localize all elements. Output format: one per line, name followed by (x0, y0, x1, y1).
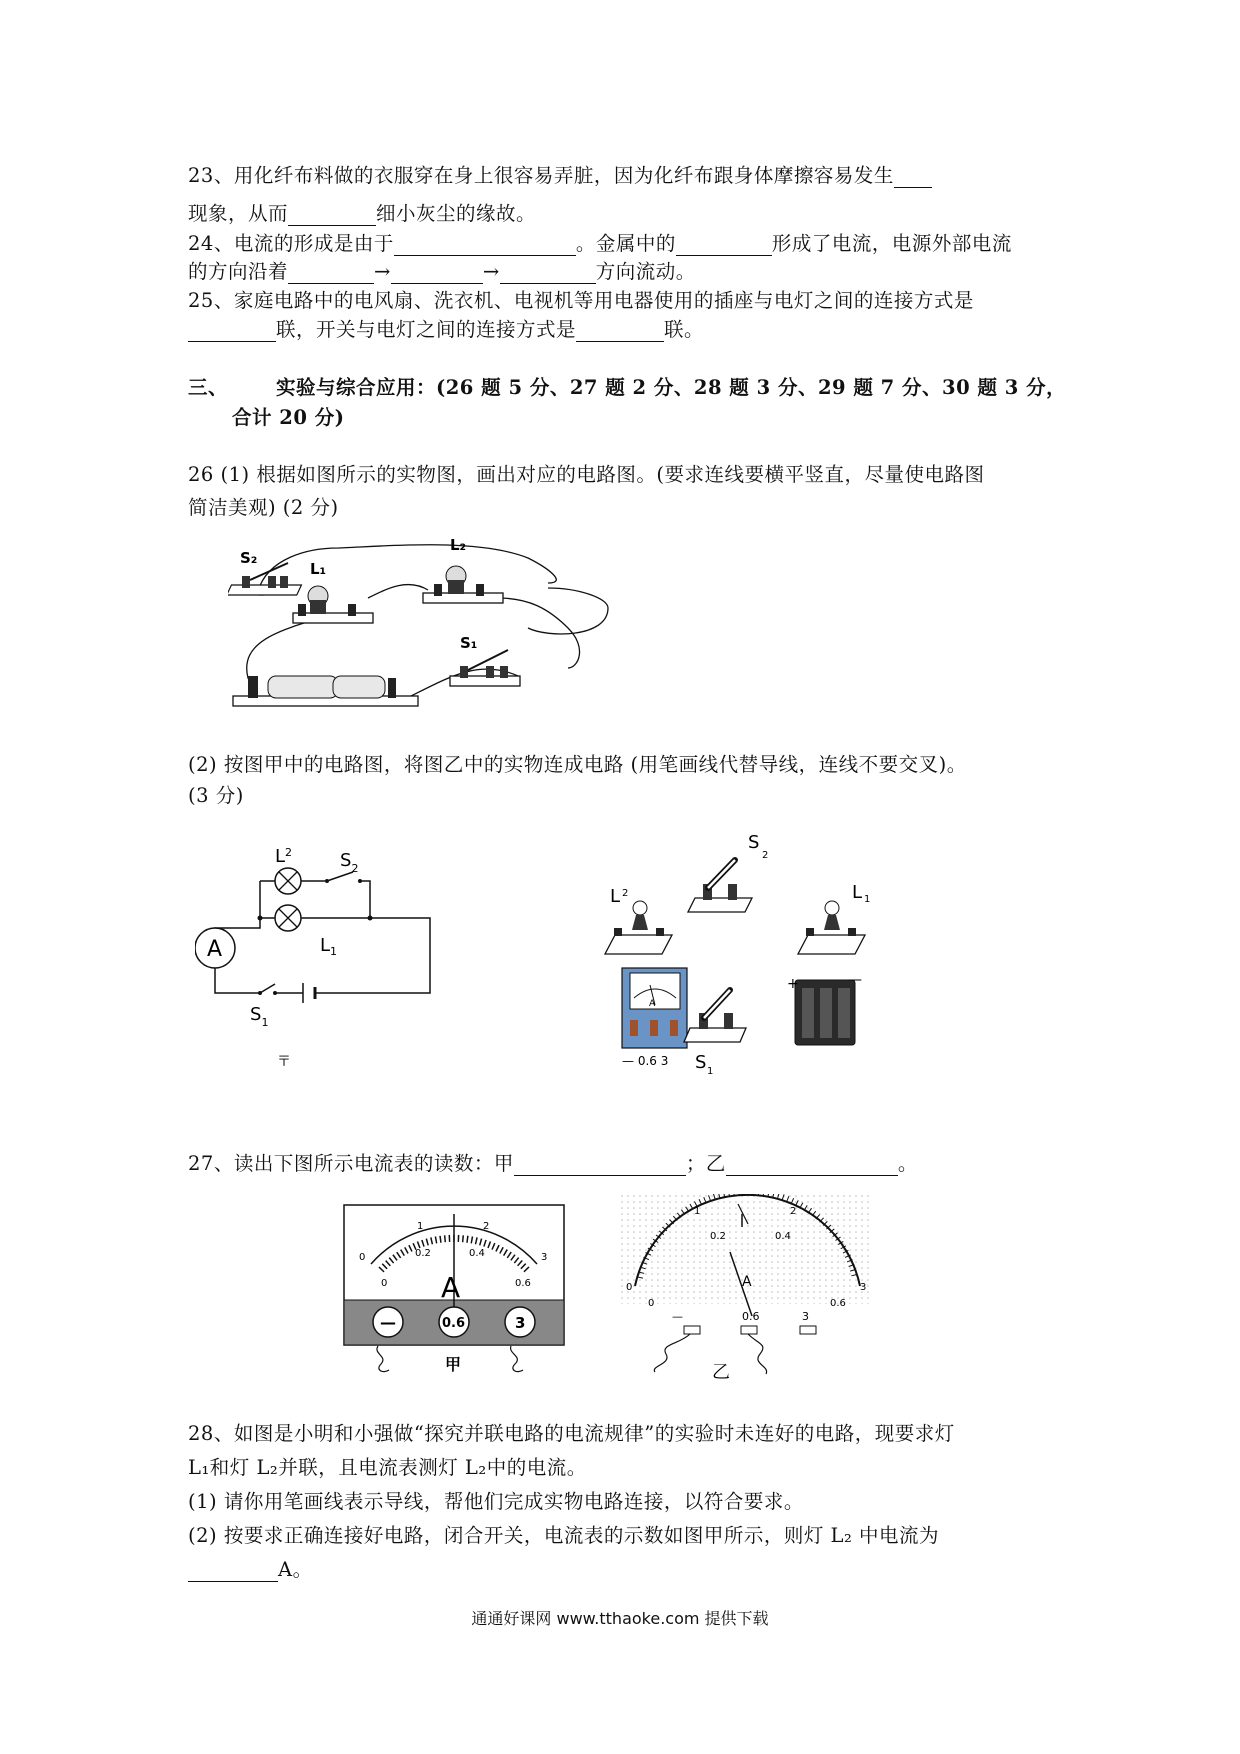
q24-text-1c: 形成了电流，电源外部电流 (771, 232, 1012, 255)
q26-schematic-figure (195, 848, 455, 1078)
q24-blank-5[interactable] (500, 265, 596, 284)
q28-text-3: (1) 请你用笔画线表示导线，帮他们完成实物电路连接，以符合要求。 (188, 1490, 804, 1513)
parts-ammeter-label: A (649, 999, 656, 1009)
section3-heading (188, 372, 1066, 400)
q26-text-2a: (2) 按图甲中的电路图，将图乙中的实物连成电路 (用笔画线代替导线，连线不要交叉)。 (188, 753, 967, 776)
q26-p1-line-1 (188, 459, 984, 487)
parts-label-s1: S (695, 1052, 707, 1073)
q23-text-2a: 现象，从而 (188, 202, 289, 225)
ammeter-yi (620, 1194, 870, 1384)
label-s1: S₁ (460, 634, 478, 652)
q28-line-1 (188, 1418, 955, 1446)
schematic-battery (303, 983, 315, 1003)
q26-p1-line-2 (188, 492, 339, 520)
parts-label-l1-sub: 1 (864, 894, 871, 905)
yi-outer-tick-0: 0 (626, 1282, 633, 1293)
jia-inner-tick-1: 0.2 (415, 1248, 431, 1259)
ammeter-jia (343, 1204, 565, 1380)
part-battery[interactable] (787, 972, 862, 1045)
arrow-icon: → (374, 260, 391, 283)
q24-text-2a: 的方向沿着 (188, 260, 289, 283)
label-s2: S₂ (240, 549, 258, 567)
yi-label: 乙 (712, 1362, 730, 1383)
schematic-label-s1: $S_1$ (250, 1004, 269, 1029)
q24-text-1b: 。金属中的 (575, 232, 676, 255)
jia-terminal-minus[interactable] (373, 1307, 403, 1337)
battery-plus-icon: + (787, 976, 799, 992)
q24-line-2 (188, 256, 696, 284)
jia-terminal-3[interactable] (505, 1307, 535, 1337)
q28-line-5 (188, 1554, 313, 1582)
section3-number: 三、 (188, 376, 229, 399)
part-ammeter[interactable] (622, 968, 687, 1068)
jia-terminal-3-label: 3 (515, 1314, 526, 1332)
section3-heading-2 (232, 402, 344, 430)
yi-terminal-minus-label: — (672, 1310, 683, 1323)
battery-holder[interactable] (233, 676, 418, 706)
part-lamp-l1[interactable] (798, 882, 870, 954)
schematic-lamp-l1 (275, 905, 301, 931)
q24-blank-1[interactable] (394, 237, 576, 256)
q26-physical-circuit-figure (228, 528, 628, 718)
q24-blank-4[interactable] (391, 265, 483, 284)
q27-line (188, 1148, 918, 1176)
q24-text-2c: 方向流动。 (595, 260, 696, 283)
yi-terminal-0-6[interactable] (741, 1326, 757, 1334)
schematic-lamp-l2 (275, 868, 301, 894)
jia-terminal-minus-label: — (380, 1313, 396, 1332)
jia-inner-tick-3: 0.6 (515, 1278, 531, 1289)
q27-text: 27、读出下图所示电流表的读数：甲 (188, 1152, 514, 1175)
parts-label-l2-sub: 2 (622, 888, 629, 899)
q26-text-1a: 26 (1) 根据如图所示的实物图，画出对应的电路图。(要求连线要横平竖直，尽量使电路图 (188, 463, 985, 486)
q23-blank-2[interactable] (288, 207, 376, 226)
jia-unit: A (441, 1271, 461, 1304)
yi-inner-tick-1: 0.2 (710, 1231, 726, 1242)
jia-terminal-0-6[interactable] (439, 1307, 469, 1337)
yi-unit: A (742, 1274, 752, 1290)
q26-text-1b: 简洁美观) (2 分) (188, 496, 339, 519)
schematic-switch-s1 (258, 984, 277, 995)
arrow-icon: → (482, 260, 500, 283)
q25-line-2 (188, 314, 704, 342)
schematic-ammeter (195, 928, 235, 968)
q27-separator: ；乙 (685, 1152, 726, 1175)
q24-blank-2[interactable] (676, 237, 772, 256)
q24-blank-3[interactable] (288, 265, 374, 284)
q28-line-3 (188, 1486, 804, 1514)
q28-line-4 (188, 1520, 939, 1548)
section3-title-2: 合计 20 分) (232, 406, 345, 429)
part-switch-s2[interactable] (688, 832, 768, 912)
yi-outer-tick-2: 2 (790, 1206, 797, 1217)
schematic-label-l2: $L^2$ (275, 848, 293, 867)
schematic-label-s2: $S_2$ (340, 850, 359, 875)
q27-end: 。 (897, 1152, 918, 1175)
yi-outer-tick-3: 3 (860, 1282, 867, 1293)
q25-line-1 (188, 285, 974, 313)
q25-blank-2[interactable] (576, 323, 664, 342)
jia-outer-tick-2: 2 (483, 1221, 490, 1232)
q24-line-1 (188, 228, 1012, 256)
q23-blank-1[interactable] (894, 169, 932, 188)
lamp-l2[interactable] (423, 566, 503, 603)
jia-inner-tick-0: 0 (381, 1278, 388, 1289)
schematic-mark: 〒 (277, 1054, 291, 1070)
q28-text-4: (2) 按要求正确连接好电路，闭合开关，电流表的示数如图甲所示，则灯 L₂ 中电流为 (188, 1524, 939, 1547)
q28-text-1: 28、如图是小明和小强做“探究并联电路的电流规律”的实验时未连好的电路，现要求灯 (188, 1422, 955, 1445)
q25-text-2b: 联。 (664, 318, 705, 341)
q25-text-2a: 联，开关与电灯之间的连接方式是 (276, 318, 577, 341)
schematic-label-l1: $L_1$ (320, 935, 338, 958)
q25-text-1: 25、家庭电路中的电风扇、洗衣机、电视机等用电器使用的插座与电灯之间的连接方式是 (188, 289, 974, 312)
q23-text-2b: 细小灰尘的缘故。 (376, 202, 537, 225)
parts-label-s2: S (748, 832, 760, 853)
yi-outer-tick-1: 1 (694, 1206, 701, 1217)
jia-outer-tick-1: 1 (417, 1221, 424, 1232)
jia-outer-tick-0: 0 (359, 1252, 366, 1263)
yi-terminal-3-label: 3 (802, 1310, 809, 1323)
page-footer: 通通好课网 www.tthaoke.com 提供下载 (471, 1609, 769, 1628)
q27-blank-yi[interactable] (726, 1157, 898, 1176)
q28-text-5: A。 (278, 1558, 313, 1581)
q24-text-1a: 24、电流的形成是由于 (188, 232, 394, 255)
yi-inner-tick-0: 0 (648, 1298, 655, 1309)
part-switch-s1[interactable] (684, 990, 746, 1077)
q27-blank-jia[interactable] (514, 1157, 686, 1176)
label-l1: L₁ (310, 560, 327, 578)
section3-title: 实验与综合应用：(26 题 5 分、27 题 2 分、28 题 3 分、29 题 7 分、30 题 3 分， (276, 376, 1067, 399)
switch-s1[interactable] (450, 650, 520, 686)
q25-blank-1[interactable] (188, 323, 276, 342)
parts-ammeter-terminals: — 0.6 3 (622, 1054, 669, 1068)
jia-inner-tick-2: 0.4 (469, 1248, 485, 1259)
q26-parts-figure (600, 820, 980, 1080)
jia-terminal-06-label: 0.6 (442, 1316, 466, 1331)
yi-terminal-minus[interactable] (684, 1326, 700, 1334)
q23-line-1 (188, 160, 932, 188)
q23-line-2 (188, 198, 536, 226)
q28-blank[interactable] (188, 1563, 278, 1582)
yi-terminal-06-label: 0.6 (742, 1310, 760, 1323)
yi-terminal-3[interactable] (800, 1326, 816, 1334)
yi-inner-tick-2: 0.4 (775, 1231, 791, 1242)
battery-minus-icon: — (848, 972, 862, 988)
part-lamp-l2[interactable] (605, 886, 672, 954)
parts-label-l2: L (610, 886, 621, 907)
switch-s2[interactable] (228, 563, 301, 595)
q28-text-2: L₁和灯 L₂并联，且电流表测灯 L₂中的电流。 (188, 1456, 587, 1479)
lamp-l1[interactable] (293, 586, 373, 623)
jia-outer-tick-3: 3 (541, 1252, 548, 1263)
q26-text-2b: (3 分) (188, 784, 244, 807)
schematic-ammeter-label: A (207, 937, 223, 962)
q23-text: 23、用化纤布料做的衣服穿在身上很容易弄脏，因为化纤布跟身体摩擦容易发生 (188, 164, 894, 187)
parts-label-s1-sub: 1 (707, 1066, 714, 1077)
q26-p2-line-2 (188, 780, 244, 808)
yi-inner-tick-3: 0.6 (830, 1298, 846, 1309)
q26-p2-line-1 (188, 749, 967, 777)
parts-label-l1: L (852, 882, 863, 903)
parts-label-s2-sub: 2 (762, 850, 769, 861)
q28-line-2 (188, 1452, 587, 1480)
jia-label: 甲 (445, 1355, 462, 1374)
label-l2: L₂ (450, 536, 467, 554)
